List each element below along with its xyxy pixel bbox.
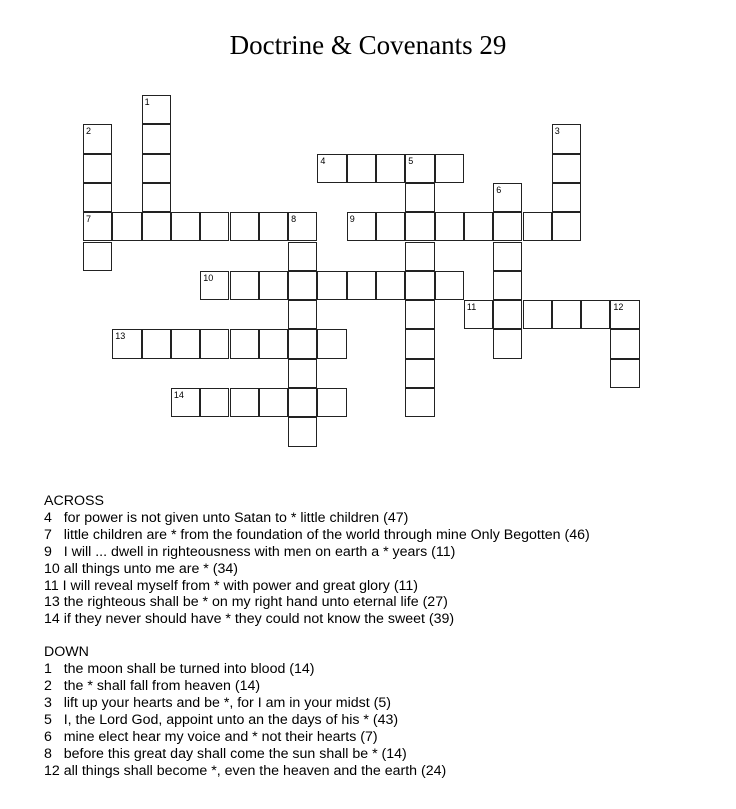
down-clue — [44, 678, 590, 695]
grid-cell[interactable] — [493, 300, 522, 329]
cell-number: 7 — [86, 214, 92, 225]
clue-text: I will ... dwell in righteousness with men on earth a * years (11) — [51, 543, 456, 560]
down-clue — [44, 729, 590, 746]
grid-cell[interactable] — [464, 300, 493, 329]
cell-number: 5 — [408, 155, 414, 166]
grid-cell[interactable] — [171, 212, 200, 241]
grid-cell[interactable] — [83, 242, 112, 271]
grid-cell[interactable] — [376, 271, 405, 300]
grid-cell[interactable] — [405, 388, 434, 417]
clue-text: before this great day shall come the sun shall be * (14) — [51, 745, 407, 762]
grid-cell[interactable] — [171, 388, 200, 417]
clue-text: the moon shall be turned into blood (14) — [51, 661, 315, 678]
grid-cell[interactable] — [259, 212, 288, 241]
clue-text: if they never should have * they could not know the sweet (39) — [59, 611, 455, 628]
cell-number: 2 — [86, 126, 92, 137]
grid-cell[interactable] — [112, 212, 141, 241]
grid-cell[interactable] — [405, 329, 434, 358]
grid-cell[interactable] — [83, 124, 112, 153]
grid-cell[interactable] — [405, 300, 434, 329]
clue-text: the * shall fall from heaven (14) — [51, 678, 261, 695]
grid-cell[interactable] — [200, 388, 229, 417]
clue-text: I, the Lord God, appoint unto an the days of his * (43) — [51, 711, 399, 728]
grid-cell[interactable] — [83, 183, 112, 212]
across-clue — [44, 611, 590, 628]
grid-cell[interactable] — [464, 212, 493, 241]
grid-cell[interactable] — [405, 242, 434, 271]
grid-cell[interactable] — [405, 154, 434, 183]
grid-cell[interactable] — [317, 388, 346, 417]
cell-number: 9 — [349, 214, 355, 225]
clue-number: 9 — [44, 543, 52, 560]
grid-cell[interactable] — [552, 183, 581, 212]
clue-number: 7 — [44, 526, 52, 543]
grid-cell[interactable] — [347, 212, 376, 241]
grid-cell[interactable] — [405, 183, 434, 212]
grid-cell[interactable] — [259, 388, 288, 417]
grid-cell[interactable] — [317, 271, 346, 300]
grid-cell[interactable] — [435, 154, 464, 183]
across-clue — [44, 594, 590, 611]
grid-cell[interactable] — [142, 154, 171, 183]
grid-cell[interactable] — [610, 359, 639, 388]
clue-text: for power is not given unto Satan to * little children (47) — [51, 509, 409, 526]
clue-text: the righteous shall be * on my right hand unto eternal life (27) — [59, 594, 448, 611]
grid-cell[interactable] — [200, 212, 229, 241]
puzzle-title: Doctrine & Covenants 29 — [229, 30, 507, 60]
grid-cell[interactable] — [288, 329, 317, 358]
grid-cell[interactable] — [230, 271, 259, 300]
clue-number: 4 — [44, 509, 52, 526]
grid-cell[interactable] — [230, 388, 259, 417]
grid-cell[interactable] — [376, 212, 405, 241]
cell-number: 12 — [613, 302, 624, 313]
down-clue — [44, 746, 590, 763]
clue-number: 10 — [44, 560, 60, 577]
grid-cell[interactable] — [493, 183, 522, 212]
across-heading: ACROSS — [44, 493, 104, 509]
grid-cell[interactable] — [288, 212, 317, 241]
grid-cell[interactable] — [493, 242, 522, 271]
cell-number: 11 — [466, 302, 477, 313]
grid-cell[interactable] — [288, 359, 317, 388]
across-clue-list — [44, 510, 590, 628]
down-clue — [44, 661, 590, 678]
cell-number: 1 — [144, 97, 150, 107]
grid-cell[interactable] — [493, 271, 522, 300]
cell-number: 13 — [115, 331, 126, 342]
grid-cell[interactable] — [200, 271, 229, 300]
across-clue — [44, 544, 590, 561]
cell-number: 4 — [320, 155, 326, 166]
cell-number: 14 — [173, 390, 184, 400]
grid-cell[interactable] — [405, 271, 434, 300]
grid-cell[interactable] — [83, 212, 112, 241]
grid-cell[interactable] — [142, 183, 171, 212]
grid-cell[interactable] — [230, 329, 259, 358]
across-clue — [44, 561, 590, 578]
clue-text: lift up your hearts and be *, for I am in your midst (5) — [51, 694, 391, 711]
grid-cell[interactable] — [288, 242, 317, 271]
cell-number: 10 — [203, 272, 214, 283]
clue-number: 5 — [44, 711, 52, 728]
clue-number: 3 — [44, 694, 52, 711]
clue-text: mine elect hear my voice and * not their hearts (7) — [51, 728, 378, 745]
grid-cell[interactable] — [288, 300, 317, 329]
grid-cell[interactable] — [523, 212, 552, 241]
grid-cell[interactable] — [142, 329, 171, 358]
clue-number: 11 — [44, 577, 59, 594]
grid-cell[interactable] — [552, 124, 581, 153]
clue-text: little children are * from the foundation of the world through mine Only Begotten (46) — [51, 526, 590, 543]
grid-cell[interactable] — [405, 212, 434, 241]
clue-text: all things shall become *, even the heaven and the earth (24) — [59, 762, 447, 779]
clue-number: 1 — [44, 661, 52, 678]
down-heading: DOWN — [44, 644, 89, 661]
grid-cell[interactable] — [288, 388, 317, 417]
grid-cell[interactable] — [142, 212, 171, 241]
grid-cell[interactable] — [317, 154, 346, 183]
grid-cell[interactable] — [142, 124, 171, 153]
grid-cell[interactable] — [288, 417, 317, 446]
down-clue — [44, 695, 590, 712]
clues-section — [44, 493, 590, 780]
grid-cell[interactable] — [376, 154, 405, 183]
down-clue — [44, 712, 590, 729]
clue-number: 6 — [44, 728, 52, 745]
grid-cell[interactable] — [493, 329, 522, 358]
clue-number: 8 — [44, 745, 52, 762]
clue-number: 14 — [44, 611, 60, 628]
grid-cell[interactable] — [405, 359, 434, 388]
grid-cell[interactable] — [347, 154, 376, 183]
across-clue — [44, 578, 590, 595]
grid-cell[interactable] — [142, 95, 171, 124]
grid-cell[interactable] — [552, 212, 581, 241]
grid-cell[interactable] — [230, 212, 259, 241]
grid-cell[interactable] — [288, 271, 317, 300]
grid-cell[interactable] — [112, 329, 141, 358]
grid-cell[interactable] — [523, 300, 552, 329]
across-clue — [44, 527, 590, 544]
grid-cell[interactable] — [347, 271, 376, 300]
clue-number: 13 — [44, 594, 60, 611]
grid-cell[interactable] — [552, 300, 581, 329]
grid-cell[interactable] — [552, 154, 581, 183]
grid-cell[interactable] — [317, 329, 346, 358]
clue-text: I will reveal myself from * with power and great glory (11) — [58, 577, 419, 594]
grid-cell[interactable] — [259, 329, 288, 358]
clue-text: all things unto me are * (34) — [59, 560, 239, 577]
clue-number: 2 — [44, 678, 52, 695]
cell-number: 3 — [554, 126, 560, 137]
across-clue — [44, 510, 590, 527]
cell-number: 8 — [291, 214, 297, 225]
grid-cell[interactable] — [610, 300, 639, 329]
grid-cell[interactable] — [83, 154, 112, 183]
down-clue — [44, 763, 590, 780]
grid-cell[interactable] — [435, 271, 464, 300]
grid-cell[interactable] — [259, 271, 288, 300]
grid-cell[interactable] — [581, 300, 610, 329]
cell-number: 6 — [496, 184, 502, 195]
grid-cell[interactable] — [610, 329, 639, 358]
grid-cell[interactable] — [200, 329, 229, 358]
grid-cell[interactable] — [493, 212, 522, 241]
clue-number: 12 — [44, 762, 60, 779]
down-clue-list — [44, 661, 590, 779]
grid-cell[interactable] — [171, 329, 200, 358]
grid-cell[interactable] — [435, 212, 464, 241]
